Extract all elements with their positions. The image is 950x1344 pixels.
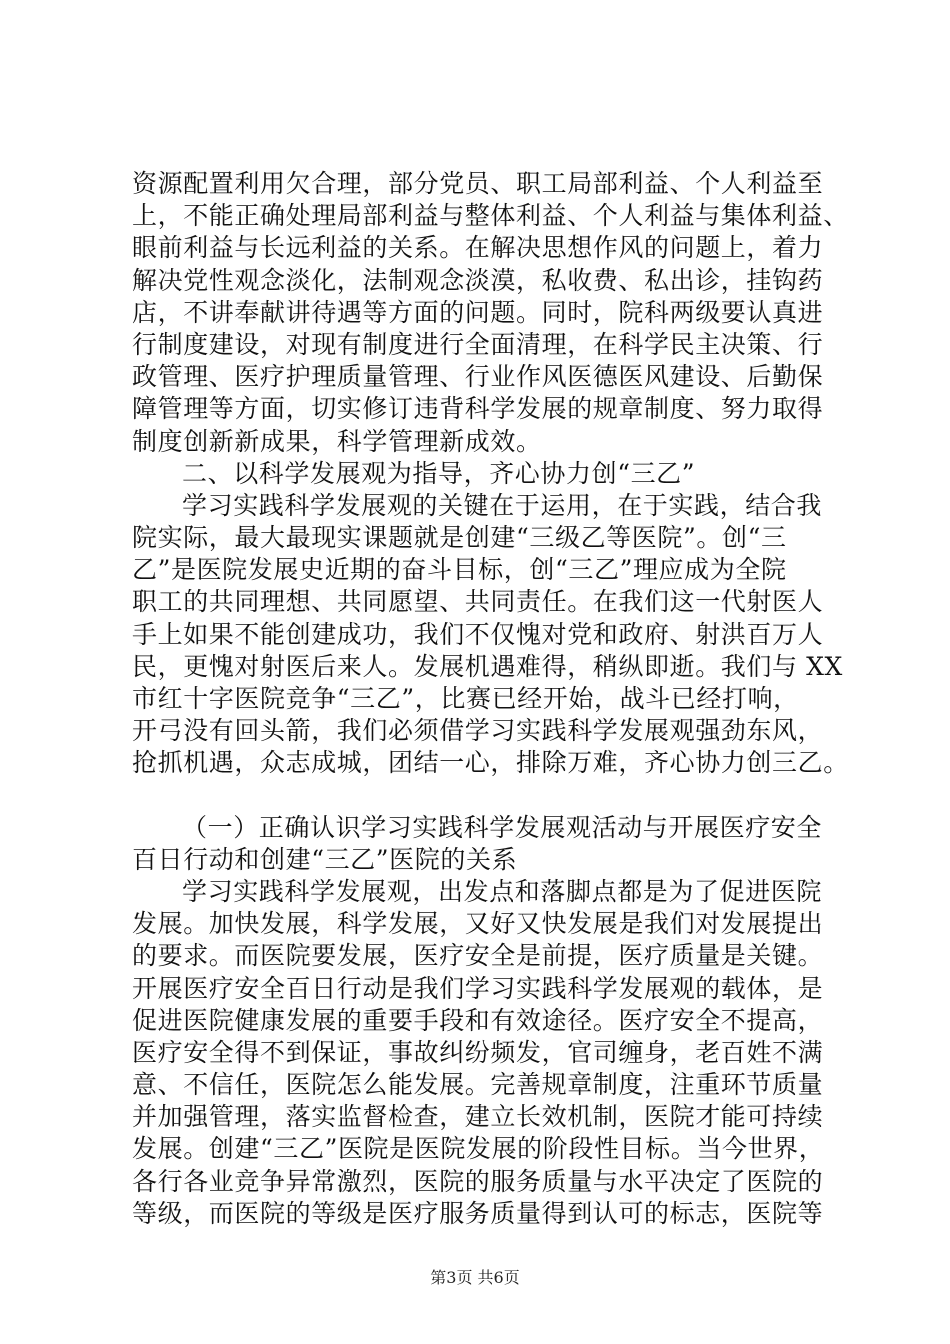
document-body: [132, 168, 849, 1230]
text-line: 促进医院健康发展的重要手段和有效途径。医疗安全不提高，: [132, 1005, 824, 1035]
text-line: （一）正确认识学习实践科学发展观活动与开展医疗安全: [182, 812, 823, 842]
text-line: 学习实践科学发展观的关键在于运用，在于实践，结合我: [182, 490, 823, 520]
text-line: 职工的共同理想、共同愿望、共同责任。在我们这一代射医人: [132, 587, 824, 617]
text-line: 眼前利益与长远利益的关系。在解决思想作风的问题上，着力: [132, 233, 824, 263]
text-line: 民，更愧对射医后来人。发展机遇难得，稍纵即逝。我们与 XX: [132, 651, 843, 681]
text-line: 政管理、医疗护理质量管理、行业作风医德医风建设、后勤保: [132, 362, 824, 392]
paragraph-spacer: [132, 780, 832, 812]
text-line: 开展医疗安全百日行动是我们学习实践科学发展观的载体，是: [132, 973, 824, 1003]
text-line: 并加强管理，落实监督检查，建立长效机制，医院才能可持续: [132, 1102, 824, 1132]
paragraph-create-three-b: [132, 490, 849, 780]
text-line: 意、不信任，医院怎么能发展。完善规章制度，注重环节质量: [132, 1070, 824, 1100]
text-line: 手上如果不能创建成功，我们不仅愧对党和政府、射洪百万人: [132, 619, 824, 649]
text-line: 资源配置利用欠合理，部分党员、职工局部利益、个人利益至: [132, 169, 824, 198]
text-line: 各行各业竞争异常激烈，医院的服务质量与水平决定了医院的: [132, 1166, 824, 1196]
text-line: 学习实践科学发展观，出发点和落脚点都是为了促进医院: [182, 876, 823, 906]
text-line: 院实际，最大最现实课题就是创建“三级乙等医院”。创“三: [132, 523, 787, 553]
text-line: 抢抓机遇，众志成城，团结一心，排除万难，齐心协力创三乙。: [132, 748, 849, 778]
text-line: 发展。创建“三乙”医院是医院发展的阶段性目标。当今世界，: [132, 1134, 825, 1164]
page-number-footer: 第3页 共6页: [430, 1268, 520, 1287]
text-line: 的要求。而医院要发展，医疗安全是前提，医疗质量是关键。: [132, 941, 824, 971]
text-line: 上，不能正确处理局部利益与整体利益、个人利益与集体利益、: [132, 201, 849, 231]
text-line: 市红十字医院竞争“三乙”，比赛已经开始，战斗已经打响，: [132, 684, 799, 713]
text-line: 解决党性观念淡化，法制观念淡漠，私收费、私出诊，挂钩药: [132, 265, 824, 295]
subsection-heading-1: [132, 812, 832, 876]
text-line: 行制度建设，对现有制度进行全面清理，在科学民主决策、行: [132, 329, 824, 359]
text-line: 障管理等方面，切实修订违背科学发展的规章制度、努力取得: [132, 394, 824, 424]
paragraph-resource-allocation: [132, 168, 849, 458]
text-line: 百日行动和创建“三乙”医院的关系: [132, 844, 518, 874]
text-line: 制度创新新成果，科学管理新成效。: [132, 426, 542, 456]
section-heading-2: 二、以科学发展观为指导，齐心协力创“三乙”: [182, 458, 696, 488]
text-line: 乙”是医院发展史近期的奋斗目标，创“三乙”理应成为全院: [132, 555, 787, 585]
text-line: 等级，而医院的等级是医疗服务质量得到认可的标志，医院等: [132, 1198, 824, 1228]
text-line: 发展。加快发展，科学发展，又好又快发展是我们对发展提出: [132, 909, 824, 939]
text-line: 医疗安全得不到保证，事故纠纷频发，官司缠身，老百姓不满: [132, 1037, 824, 1067]
text-line: 开弓没有回头箭，我们必须借学习实践科学发展观强劲东风，: [132, 716, 824, 746]
text-line: 店，不讲奉献讲待遇等方面的问题。同时，院科两级要认真进: [132, 297, 824, 327]
paragraph-hospital-development: [132, 876, 832, 1230]
